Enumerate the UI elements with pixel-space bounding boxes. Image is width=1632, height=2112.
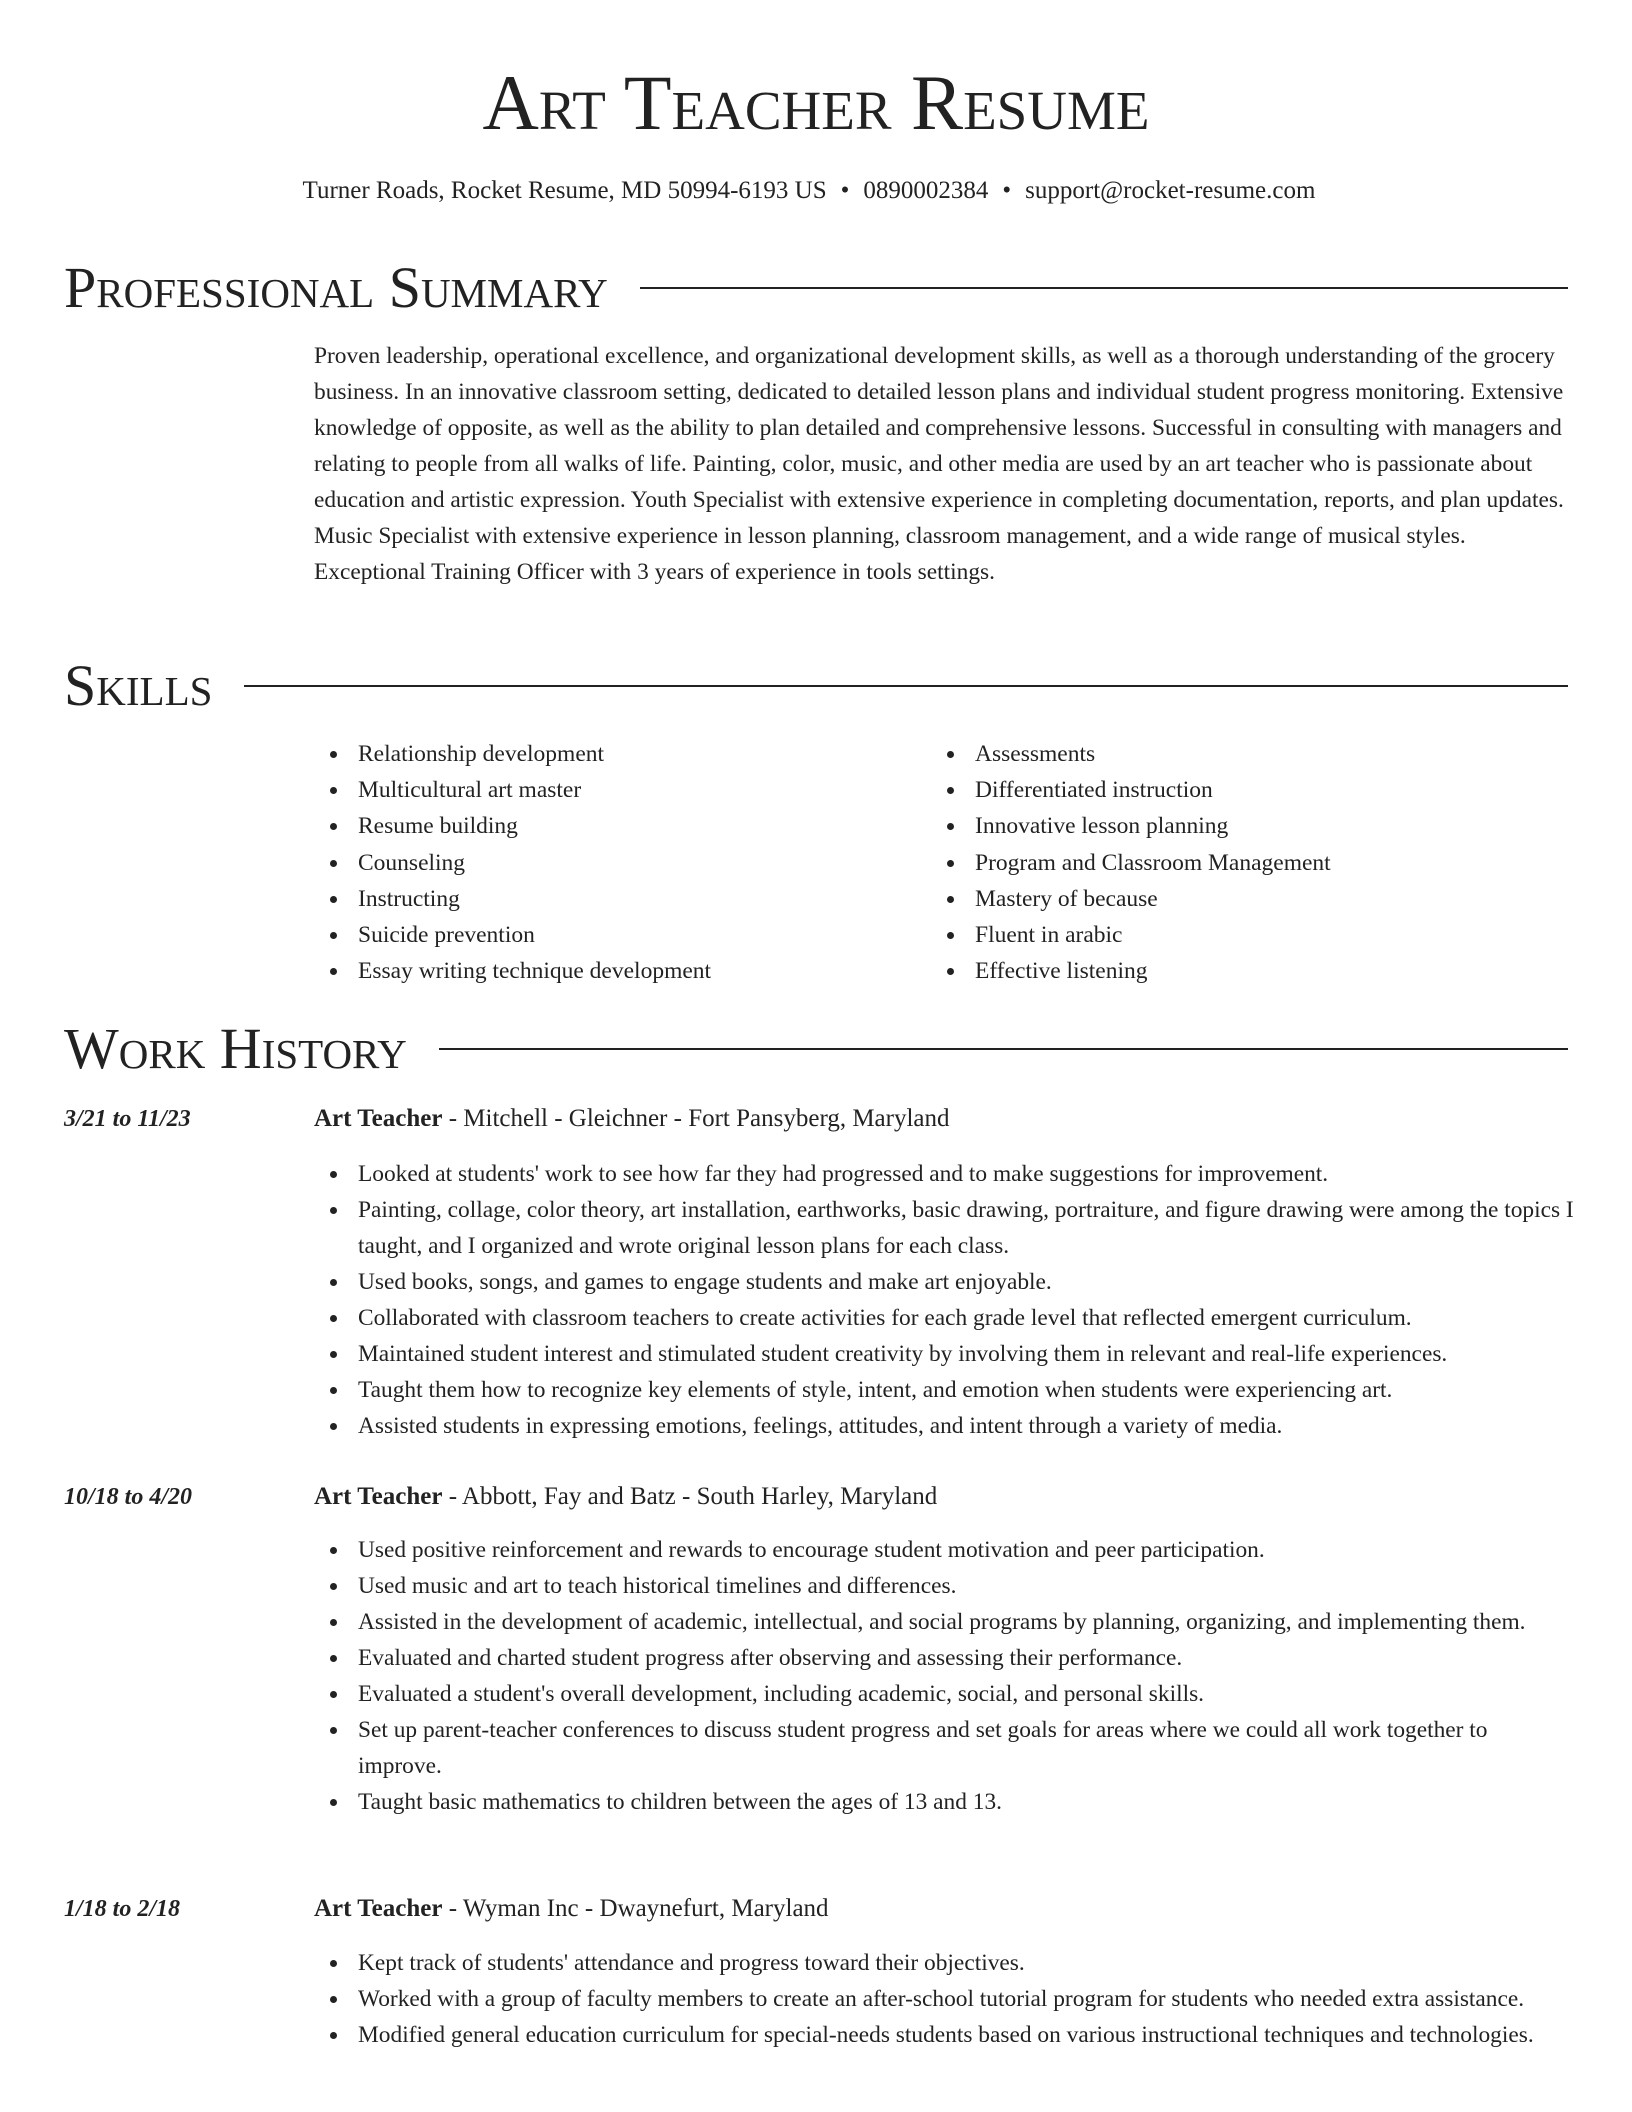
skill-item: Relationship development (314, 736, 914, 772)
job-bullet: Looked at students' work to see how far they had progressed and to make suggestions for improvement. (314, 1156, 1574, 1192)
skills-section-header (64, 653, 1568, 719)
skills-list-left (314, 736, 914, 989)
skill-item: Innovative lesson planning (931, 808, 1551, 844)
skill-item: Assessments (931, 736, 1551, 772)
job-bullets (314, 1945, 1574, 2053)
job-bullets (314, 1156, 1574, 1444)
address: Turner Roads, Rocket Resume, MD 50994-6193 US (302, 177, 827, 204)
section-divider (244, 685, 1568, 687)
contact-separator: • (840, 177, 850, 204)
phone: 0890002384 (863, 177, 989, 204)
skill-item: Fluent in arabic (931, 917, 1551, 953)
skill-item: Instructing (314, 881, 914, 917)
skill-item: Resume building (314, 808, 914, 844)
job-title: Art Teacher (314, 1105, 443, 1132)
skill-item: Essay writing technique development (314, 953, 914, 989)
job-title-line (314, 1479, 937, 1515)
job-bullets (314, 1532, 1574, 1820)
job-bullet: Evaluated and charted student progress after observing and assessing their performance. (314, 1640, 1574, 1676)
resume-title: Art Teacher Resume (482, 59, 1150, 146)
section-divider (439, 1048, 1568, 1050)
job-dates: 1/18 to 2/18 (64, 1896, 181, 1922)
job-bullet: Used books, songs, and games to engage students and make art enjoyable. (314, 1264, 1574, 1300)
job-bullet: Assisted students in expressing emotions, feelings, attitudes, and intent through a variety of media. (314, 1408, 1574, 1444)
job-bullet: Collaborated with classroom teachers to create activities for each grade level that reflected emergent curriculum. (314, 1300, 1574, 1336)
job-bullet: Taught basic mathematics to children between the ages of 13 and 13. (314, 1784, 1574, 1820)
job-bullet: Painting, collage, color theory, art installation, earthworks, basic drawing, portraiture, and figure drawing were among the topics I taught, and I organized and wrote original lesson plans for each class. (314, 1192, 1574, 1264)
job-title-line (314, 1101, 950, 1137)
job-title: Art Teacher (314, 1483, 443, 1510)
section-divider (640, 287, 1568, 289)
summary-text: Proven leadership, operational excellence, and organizational development skills, as well as a thorough understanding of the grocery business. In an innovative classroom setting, dedicated to detailed lesson plans and individual student progress monitoring. Extensive knowledge of opposite, as well as the ability to plan detailed and comprehensive lessons. Successful in consulting with managers and relating to people from all walks of life. Painting, color, music, and other media are used by an art teacher who is passionate about education and artistic expression. Youth Specialist with extensive experience in completing documentation, reports, and plan updates. Music Specialist with extensive experience in lesson planning, classroom management, and a wide range of musical styles. Exceptional Training Officer with 3 years of experience in tools settings. (314, 343, 1564, 585)
summary-section-header (64, 255, 1568, 321)
email-link[interactable]: support@rocket-resume.com (1025, 177, 1316, 204)
summary-heading: Professional Summary (64, 255, 608, 320)
skill-item: Differentiated instruction (931, 772, 1551, 808)
job-bullet: Kept track of students' attendance and progress toward their objectives. (314, 1945, 1574, 1981)
skill-item: Effective listening (931, 953, 1551, 989)
skill-item: Program and Classroom Management (931, 845, 1551, 881)
skill-item: Mastery of because (931, 881, 1551, 917)
job-employer: - Abbott, Fay and Batz - South Harley, Maryland (442, 1483, 938, 1510)
skill-item: Multicultural art master (314, 772, 914, 808)
skills-list-right (931, 736, 1551, 989)
job-title-line (314, 1891, 829, 1927)
work-history-section-header (64, 1016, 1568, 1082)
contact-separator: • (1002, 177, 1012, 204)
skills-heading: Skills (64, 653, 213, 718)
contact-line (0, 174, 1618, 208)
job-bullet: Used music and art to teach historical timelines and differences. (314, 1568, 1574, 1604)
job-bullet: Worked with a group of faculty members to create an after-school tutorial program for students who needed extra assistance. (314, 1981, 1574, 2017)
job-bullet: Set up parent-teacher conferences to discuss student progress and set goals for areas where we could all work together to improve. (314, 1712, 1574, 1784)
job-bullet: Evaluated a student's overall development, including academic, social, and personal skills. (314, 1676, 1574, 1712)
job-bullet: Assisted in the development of academic, intellectual, and social programs by planning, organizing, and implementing them. (314, 1604, 1574, 1640)
job-bullet: Taught them how to recognize key elements of style, intent, and emotion when students were experiencing art. (314, 1372, 1574, 1408)
job-dates: 3/21 to 11/23 (64, 1106, 191, 1132)
job-employer: - Wyman Inc - Dwaynefurt, Maryland (442, 1895, 829, 1922)
job-bullet: Used positive reinforcement and rewards to encourage student motivation and peer participation. (314, 1532, 1574, 1568)
skill-item: Counseling (314, 845, 914, 881)
job-bullet: Modified general education curriculum for special-needs students based on various instructional techniques and technologies. (314, 2017, 1574, 2053)
job-dates: 10/18 to 4/20 (64, 1484, 193, 1510)
work-history-heading: Work History (64, 1016, 407, 1081)
skill-item: Suicide prevention (314, 917, 914, 953)
job-employer: - Mitchell - Gleichner - Fort Pansyberg, Maryland (442, 1105, 950, 1132)
job-bullet: Maintained student interest and stimulated student creativity by involving them in relevant and real-life experiences. (314, 1336, 1574, 1372)
job-title: Art Teacher (314, 1895, 443, 1922)
